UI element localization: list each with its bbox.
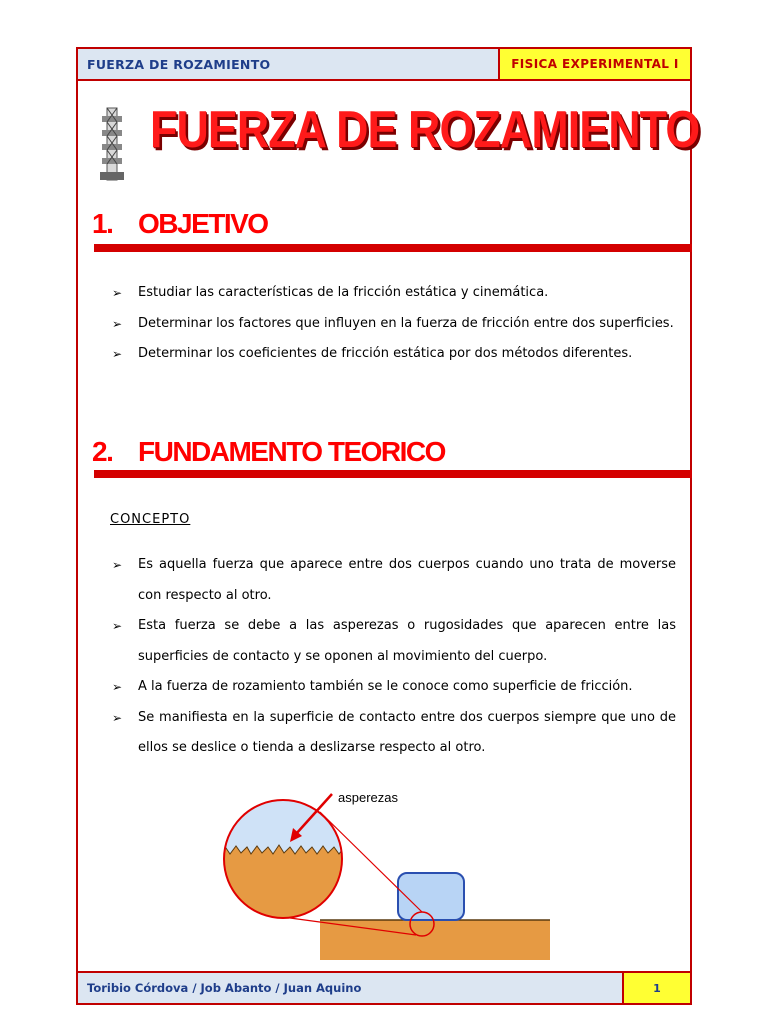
page-footer [76, 971, 692, 1005]
section-number: 2. [92, 436, 113, 467]
asperezas-label: asperezas [338, 790, 398, 805]
section-number: 1. [92, 208, 113, 239]
arrow-bullet-icon: ➢ [112, 710, 123, 725]
header-course-topic: FUERZA DE ROZAMIENTO [78, 49, 500, 79]
footer-authors: Toribio Córdova / Job Abanto / Juan Aquino [78, 973, 624, 1003]
floor-surface [320, 920, 550, 960]
page-header [76, 47, 692, 81]
section-title-objetivo [92, 208, 268, 240]
list-item: ➢ Determinar los factores que influyen en la fuerza de fricción entre dos superficies. [112, 309, 676, 340]
section-divider [94, 470, 692, 478]
arrow-bullet-icon: ➢ [112, 286, 123, 300]
list-item: ➢ Es aquella fuerza que aparece entre dos cuerpos cuando uno trata de moverse con respecto al otro. [112, 550, 676, 611]
friction-diagram [220, 782, 560, 962]
tower-logo-icon [98, 106, 126, 182]
header-course-name: FISICA EXPERIMENTAL I [500, 49, 690, 79]
section-heading: OBJETIVO [138, 208, 268, 239]
arrow-bullet-icon: ➢ [112, 680, 123, 694]
section-divider [94, 244, 692, 252]
section-heading: FUNDAMENTO TEORICO [138, 436, 445, 467]
arrow-bullet-icon: ➢ [112, 347, 123, 361]
list-item: ➢ Se manifiesta en la superficie de contacto entre dos cuerpos siempre que uno de ellos se deslice o tienda a deslizarse respecto al otro. [112, 703, 676, 764]
section-title-fundamento [92, 436, 445, 468]
sliding-block [398, 873, 464, 920]
arrow-bullet-icon: ➢ [112, 619, 123, 633]
list-item: ➢ A la fuerza de rozamiento también se le conoce como superficie de fricción. [112, 672, 676, 703]
concept-list [112, 550, 676, 764]
list-item: ➢ Determinar los coeficientes de fricción estática por dos métodos diferentes. [112, 339, 676, 370]
concept-subheading: CONCEPTO [110, 512, 191, 527]
arrow-bullet-icon: ➢ [112, 558, 123, 572]
objective-list [112, 278, 676, 370]
document-title: FUERZA DE ROZAMIENTO [150, 101, 700, 159]
page-number: 1 [624, 973, 690, 1003]
arrow-bullet-icon: ➢ [112, 316, 123, 331]
list-item: ➢ Esta fuerza se debe a las asperezas o rugosidades que aparecen entre las superficies de contacto y se oponen al movimiento del cuerpo. [112, 611, 676, 672]
list-item: ➢ Estudiar las características de la fricción estática y cinemática. [112, 278, 676, 309]
